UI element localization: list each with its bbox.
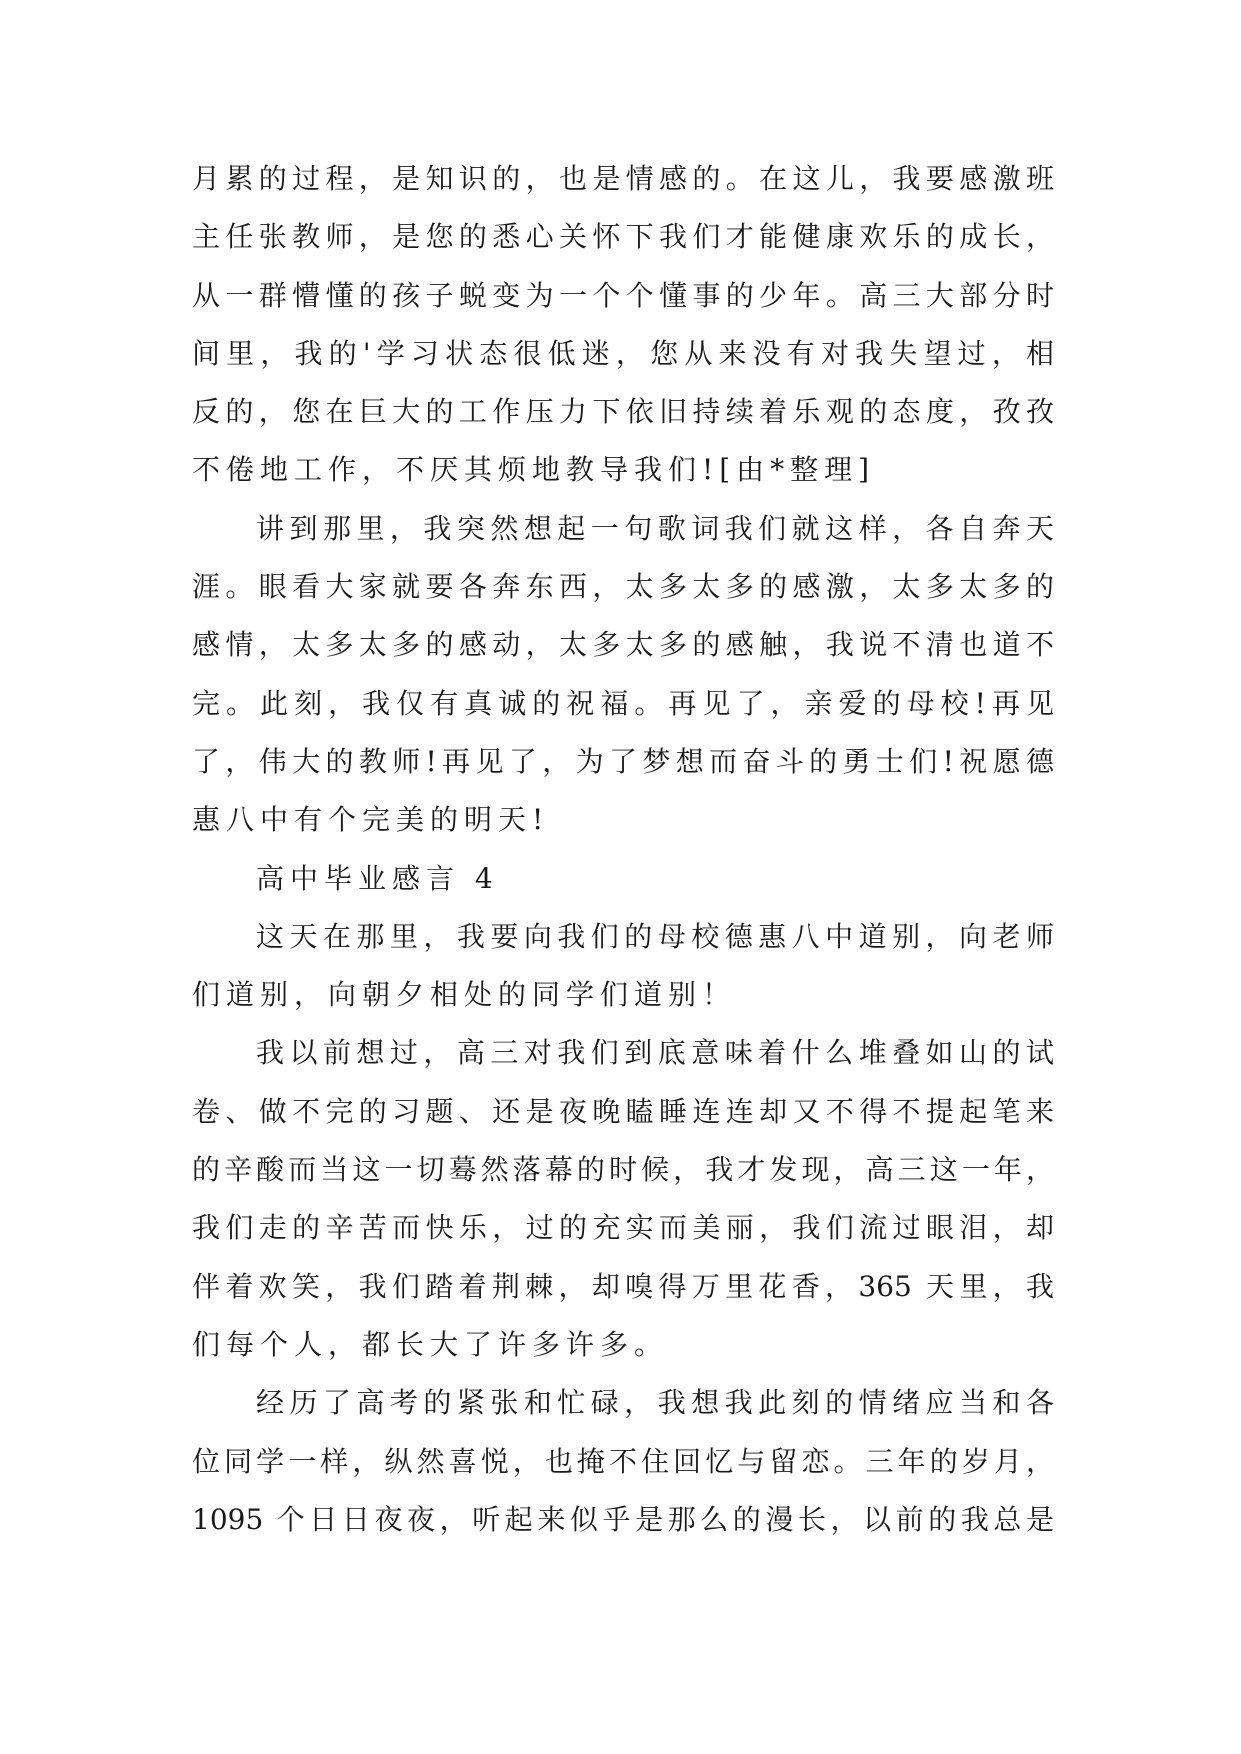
text-line: 伴着欢笑，我们踏着荆棘，却嗅得万里花香，365 天里，我 xyxy=(192,1269,1054,1303)
text-line: 们每个人，都长大了许多许多。 xyxy=(192,1327,669,1361)
text-line: 经历了高考的紧张和忙碌，我想我此刻的情绪应当和各 xyxy=(256,1386,1054,1420)
text-line: 完。此刻，我仅有真诚的祝福。再见了，亲爱的母校!再见 xyxy=(192,686,1054,720)
text-line: 位同学一样，纵然喜悦，也掩不住回忆与留恋。三年的岁月， xyxy=(192,1444,1054,1478)
text-line: 惠八中有个完美的明天! xyxy=(192,803,550,837)
text-line: 我们走的辛苦而快乐，过的充实而美丽，我们流过眼泪，却 xyxy=(192,1211,1054,1245)
text-line: 1095 个日日夜夜，听起来似乎是那么的漫长，以前的我总是 xyxy=(192,1502,1054,1536)
text-line: 从一群懵懂的孩子蜕变为一个个懂事的少年。高三大部分时 xyxy=(192,278,1054,312)
document-body xyxy=(192,150,1054,1549)
text-line: 涯。眼看大家就要各奔东西，太多太多的感激，太多太多的 xyxy=(192,570,1054,604)
text-line: 感情，太多太多的感动，太多太多的感触，我说不清也道不 xyxy=(192,628,1054,662)
text-line: 高中毕业感言 4 xyxy=(256,861,499,895)
text-line: 的辛酸而当这一切蓦然落幕的时候，我才发现，高三这一年， xyxy=(192,1153,1054,1187)
text-line: 了，伟大的教师!再见了，为了梦想而奋斗的勇士们!祝愿德 xyxy=(192,744,1054,778)
text-line: 我以前想过，高三对我们到底意味着什么堆叠如山的试 xyxy=(256,1036,1054,1070)
text-line: 这天在那里，我要向我们的母校德惠八中道别，向老师 xyxy=(256,919,1054,953)
text-line: 卷、做不完的习题、还是夜晚瞌睡连连却又不得不提起笔来 xyxy=(192,1094,1054,1128)
text-line: 月累的过程，是知识的，也是情感的。在这儿，我要感激班 xyxy=(192,162,1054,195)
text-line: 反的，您在巨大的工作压力下依旧持续着乐观的态度，孜孜 xyxy=(192,395,1054,429)
text-line: 们道别，向朝夕相处的同学们道别！ xyxy=(192,978,737,1012)
text-line: 讲到那里，我突然想起一句歌词我们就这样，各自奔天 xyxy=(256,511,1054,545)
text-line: 主任张教师，是您的悉心关怀下我们才能健康欢乐的成长， xyxy=(192,220,1054,254)
text-line: 不倦地工作，不厌其烦地教导我们![由*整理] xyxy=(192,453,876,487)
text-line: 间里，我的'学习状态很低迷，您从来没有对我失望过，相 xyxy=(192,336,1054,370)
